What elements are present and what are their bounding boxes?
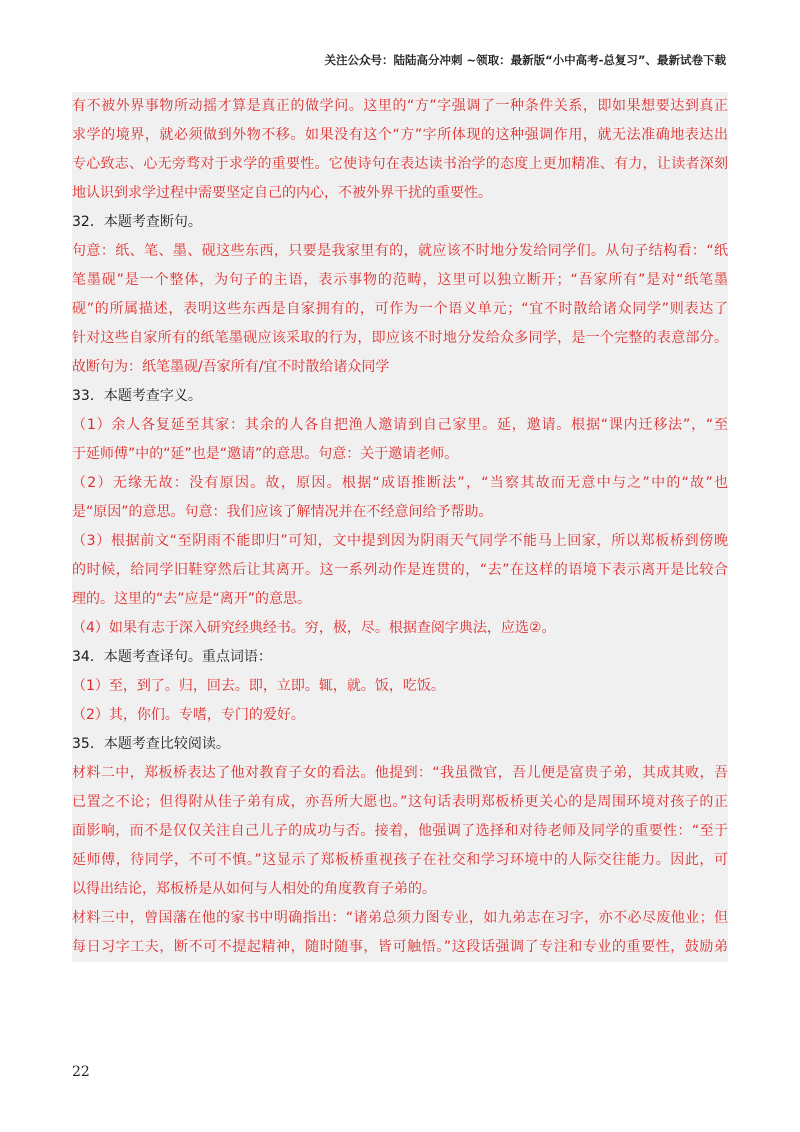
question-heading-line: 33．本题考查字义。	[72, 388, 202, 404]
answer-text-line: 笔墨砚”是一个整体，为句子的主语，表示事物的范畴，这里可以独立断开；“吾家所有”是对“纸笔墨	[72, 272, 728, 288]
answer-text-line: （1）至，到了。归，回去。即，立即。辄，就。饭，吃饭。	[72, 678, 445, 694]
answer-text-line: 地认识到求学过程中需要坚定自己的内心，不被外界干扰的重要性。	[72, 185, 492, 201]
question-heading-line: 34．本题考查译句。重点词语：	[72, 649, 272, 665]
answer-text-line: 材料二中，郑板桥表达了他对教育子女的看法。他提到：“我虽微官，吾儿便是富贵子弟，其成其败，吾	[72, 765, 728, 781]
answer-text-line: 的时候，给同学旧鞋穿然后让其离开。这一系列动作是连贯的，“去”在这样的语境下表示离开是比较合	[72, 562, 728, 578]
question-heading-line: 32．本题考查断句。	[72, 214, 202, 230]
answer-text-line: 理的。这里的“去”应是“离开”的意思。	[72, 591, 312, 607]
answer-text-line: 每日习字工夫，断不可不提起精神，随时随事，皆可触悟。”这段话强调了专注和专业的重要性，鼓励弟	[72, 939, 728, 955]
answer-text-line: （3）根据前文“至阴雨不能即归”可知，文中提到因为阴雨天气同学不能马上回家，所以郑板桥到傍晚	[72, 533, 728, 549]
answer-text-line: 专心致志、心无旁骛对于求学的重要性。它使诗句在表达读书治学的态度上更加精准、有力，让读者深刻	[72, 156, 728, 172]
question-heading-line: 35．本题考查比较阅读。	[72, 736, 230, 752]
answer-text-line: （2）其，你们。专嗜，专门的爱好。	[72, 707, 305, 723]
answer-text-line: 延师傅，待同学，不可不慎。”这显示了郑板桥重视孩子在社交和学习环境中的人际交往能力。因此，可	[72, 852, 728, 868]
answer-text-line: 是“原因”的意思。句意：我们应该了解情况并在不经意间给予帮助。	[72, 504, 493, 520]
document-body	[72, 92, 728, 962]
answer-text-line: 故断句为：纸笔墨砚/吾家所有/宜不时散给诸众同学	[72, 359, 390, 375]
answer-text-line: 已置之不论；但得附从佳子弟有成，亦吾所大愿也。”这句话表明郑板桥更关心的是周围环境对孩子的正	[72, 794, 728, 810]
answer-text-line: 以得出结论，郑板桥是从如何与人相处的角度教育子弟的。	[72, 881, 436, 897]
answer-text-line: 求学的境界，就必须做到外物不移。如果没有这个“方”字所体现的这种强调作用，就无法准确地表达出	[72, 127, 728, 143]
answer-text-line: 于延师傅”中的“延”也是“邀请”的意思。句意：关于邀请老师。	[72, 446, 459, 462]
answer-text-line: （4）如果有志于深入研究经典经书。穷，极，尽。根据查阅字典法，应选②。	[72, 620, 556, 636]
answer-text-line: 材料三中，曾国藩在他的家书中明确指出：“诸弟总须力图专业，如九弟志在习字，亦不必尽废他业；但	[72, 910, 728, 926]
page-header: 关注公众号：陆陆高分冲刺 ~领取：最新版“小中高考-总复习”、最新试卷下载	[324, 53, 726, 67]
page-number: 22	[72, 1064, 90, 1080]
answer-text-line: 有不被外界事物所动摇才算是真正的做学问。这里的“方”字强调了一种条件关系，即如果想要达到真正	[72, 98, 728, 114]
answer-text-line: （1）余人各复延至其家：其余的人各自把渔人邀请到自己家里。延，邀请。根据“课内迁移法”，“至	[72, 417, 728, 433]
answer-text-line: 砚”的所属描述，表明这些东西是自家拥有的，可作为一个语义单元；“宜不时散给诸众同学”则表达了	[72, 301, 728, 317]
answer-text-line: 面影响，而不是仅仅关注自己儿子的成功与否。接着，他强调了选择和对待老师及同学的重要性：“至于	[72, 823, 728, 839]
answer-text-line: 句意：纸、笔、墨、砚这些东西，只要是我家里有的，就应该不时地分发给同学们。从句子结构看：“纸	[72, 243, 728, 259]
answer-text-line: 针对这些自家所有的纸笔墨砚应该采取的行为，即应该不时地分发给众多同学，是一个完整的表意部分。	[72, 330, 728, 346]
answer-text-line: （2）无缘无故：没有原因。故，原因。根据“成语推断法”，“当察其故而无意中与之”中的“故”也	[72, 475, 728, 491]
